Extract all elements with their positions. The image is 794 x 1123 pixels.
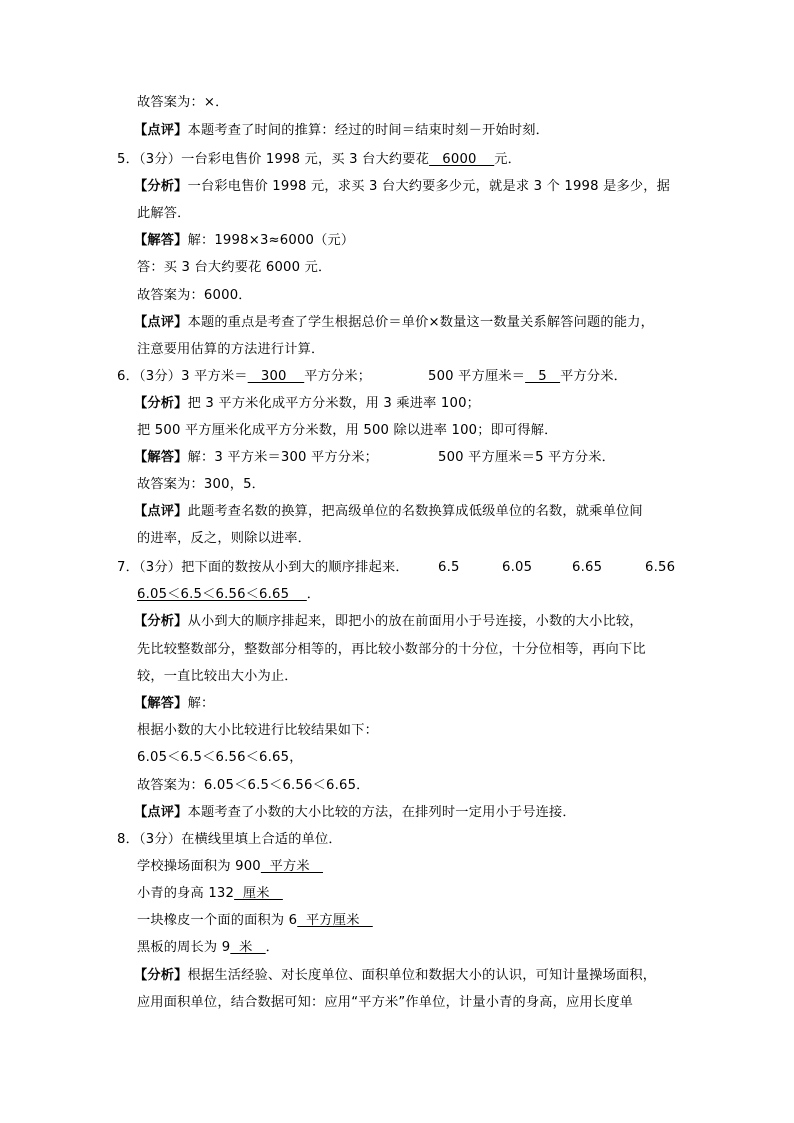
q7-number-3: 6.65 [572,560,603,575]
item-text: 小青的身高 132 [137,886,235,901]
question-score: （3分） [138,369,182,384]
q7-number-1: 6.5 [438,560,460,575]
q7-analysis-cont-1 [137,641,646,659]
answer-blank: 平方米 [260,859,323,874]
comment-tag: 【点评】 [134,805,188,820]
q7-comment [134,804,576,822]
solution-text: 根据小数的大小比较进行比较结果如下： [137,723,378,738]
comment-tag: 【点评】 [134,504,188,519]
q7-solution-3 [137,749,303,767]
answer-blank: 6000 [429,152,495,167]
question-score: （3分） [138,832,182,847]
question-text-end: 元． [494,152,521,167]
question-text: 一台彩电售价 1998 元，买 3 台大约要花 [181,152,430,167]
comment-tag: 【点评】 [134,123,188,138]
q5-solution-answer [137,259,331,277]
answer-blank: 厘米 [234,886,283,901]
answer-blank: 米 [230,940,266,955]
item-text: 一块橡皮一个面的面积为 6 [137,913,298,928]
analysis-text: 此解答． [137,206,191,221]
solution-text: 解：3 平方米＝300 平方分米； [187,450,378,465]
comment-text: 此题考查名数的换算，把高级单位的名数换算成低级单位的名数，就乘单位间 [187,504,643,519]
answer-blank: 平方厘米 [297,913,373,928]
answer-text: 故答案为：6000． [137,288,252,303]
solution-text: 6.05＜6.5＜6.56＜6.65， [137,750,303,765]
comment-text: 本题考查了时间的推算：经过的时间＝结束时刻－开始时刻． [187,123,550,138]
question-number: 8． [117,832,139,847]
answer-text: 故答案为：300，5． [137,477,266,492]
answer-blank-1: 300 [247,369,305,384]
q5-stem [117,151,521,169]
q4-answer-line [137,94,229,112]
q5-answer-line [137,287,252,305]
q8-analysis-cont [137,994,633,1012]
q6-stem-part2 [428,368,627,386]
answer-text: 故答案为：6.05＜6.5＜6.56＜6.65． [137,778,370,793]
analysis-text: 较，一直比较出大小为止． [137,669,298,684]
q7-analysis [134,613,643,631]
analysis-text: 一台彩电售价 1998 元，求买 3 台大约要多少元，就是求 3 个 1998 是多少，据 [187,179,671,194]
comment-tag: 【点评】 [134,315,188,330]
analysis-text: 从小到大的顺序排起来，即把小的放在前面用小于号连接，小数的大小比较， [187,614,643,629]
analysis-text: 先比较整数部分，整数部分相等的，再比较小数部分的十分位，十分位相等，再向下比 [137,642,646,657]
q5-comment [134,314,654,332]
answer-text: 故答案为：×． [137,95,229,110]
comment-text: 本题的重点是考查了学生根据总价＝单价×数量这一数量关系解答问题的能力， [187,315,654,330]
q7-answer-blank-line [137,586,320,604]
question-number: 6． [117,369,139,384]
question-number: 7． [117,560,139,575]
analysis-tag: 【分析】 [134,396,188,411]
solution-text: 解：1998×3≈6000（元） [187,233,355,248]
question-text-end: ． [306,587,321,602]
question-text: 500 平方厘米＝ [428,369,526,384]
analysis-text: 把 500 平方厘米化成平方分米数，用 500 除以进率 100；即可得解． [137,423,558,438]
q6-stem [117,368,371,386]
question-score: （3分） [138,560,182,575]
solution-text: 答：买 3 台大约要花 6000 元． [137,260,332,275]
solution-text: 500 平方厘米＝5 平方分米． [438,450,616,465]
solution-text: 解： [187,696,215,711]
analysis-tag: 【分析】 [134,968,188,983]
q7-answer-line [137,777,370,795]
q7-stem [117,559,409,577]
solution-tag: 【解答】 [134,696,188,711]
q7-number-4: 6.56 [645,560,676,575]
q8-item-2 [137,885,283,903]
q6-comment [134,503,643,521]
q8-item-1 [137,858,323,876]
q8-analysis [134,967,656,985]
q7-solution-2 [137,722,378,740]
answer-blank: 6.05＜6.5＜6.56＜6.65 [137,587,307,602]
item-text: 黑板的周长为 9 [137,940,231,955]
q5-analysis-cont [137,205,191,223]
question-text: 把下面的数按从小到大的顺序排起来． [181,560,409,575]
q8-item-4 [137,939,279,957]
q6-answer-line [137,476,265,494]
question-text: 3 平方米＝ [181,369,248,384]
q5-solution [134,232,354,250]
q4-comment [134,122,549,140]
question-text: 平方分米； [304,369,372,384]
q6-analysis [134,395,480,413]
item-text-end: ． [265,940,280,955]
q5-analysis [134,178,670,196]
question-text: 在横线里填上合适的单位． [181,832,342,847]
q7-solution [134,695,214,713]
comment-text: 本题考查了小数的大小比较的方法，在排列时一定用小于号连接． [187,805,576,820]
question-text: 平方分米． [560,369,627,384]
analysis-text: 把 3 平方米化成平方分米数，用 3 乘进率 100； [187,396,481,411]
q8-stem [117,831,342,849]
q6-solution [134,449,378,467]
answer-blank-2: 5 [525,369,561,384]
q6-comment-cont [137,530,311,548]
comment-text: 的进率，反之，则除以进率． [137,531,312,546]
analysis-tag: 【分析】 [134,614,188,629]
q6-analysis-cont [137,422,558,440]
q7-number-2: 6.05 [502,560,533,575]
solution-tag: 【解答】 [134,450,188,465]
solution-tag: 【解答】 [134,233,188,248]
q6-solution-part2 [438,449,615,467]
comment-text: 注意要用估算的方法进行计算． [137,342,325,357]
q5-comment-cont [137,341,324,359]
analysis-text: 应用面积单位，结合数据可知：应用“平方米”作单位，计量小青的身高，应用长度单 [137,995,634,1010]
q8-item-3 [137,912,373,930]
analysis-text: 根据生活经验、对长度单位、面积单位和数据大小的认识，可知计量操场面积， [187,968,657,983]
item-text: 学校操场面积为 900 [137,859,261,874]
question-number: 5． [117,152,139,167]
question-score: （3分） [138,152,182,167]
q7-analysis-cont-2 [137,668,298,686]
analysis-tag: 【分析】 [134,179,188,194]
